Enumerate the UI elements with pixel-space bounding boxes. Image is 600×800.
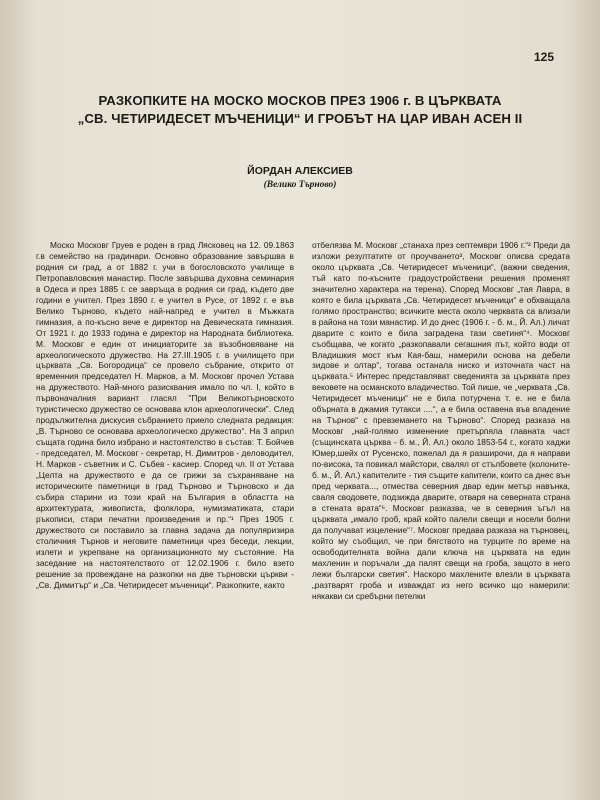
left-column-text: Моско Московг Груев е роден в град Лясковец на 12. 09.1863 г.в семейство на градинари. Основно образование завършва в родния си град, а от 1882 г. учи в богословското училище в Петропавловския манастир. После завършва духовна семинария в Одеса и през 1885 г. се завръща в родния си град, където две години е учител. През 1890 г. е учител в Русе, от 1892 г. е във Велико Търново, където най-напред е учител в Мъжката гимназия, а по-късно вече е директор на Девическата гимназия. От 1921 г. до 1933 година е директор на Народната библиотека. М. Московг е един от инициаторите за възобновяване на археологическото дружество. На 27.III.1905 г. в училището при църквата „Св. Богородица“ се провело събрание, открито от временния председател Н. Марков, а М. Московг прочел Устава на дружеството. Най-много разисквания имало по чл. I, който в първоначалния вариант гласял "При Великотърновското туристическо дружество се основава клон археологически". След продължителна дискусия събранието приело следната редакция: „В. Търново се основава археологическо дружество“. На 3 април същата година било избрано и настоятелство в състав: Т. Бойчев - председател, М. Московг - секретар, Н. Димитров - деловодител, Н. Марков - съветник и С. Събев - касиер. Според чл. II от Устава „Целта на дружеството е да се грижи за съхраняване на историческите паметници в град Търново и Търновско и да събира старини из този край на България в областта на архитектурата, живописта, фолклора, нумизматиката, стари ръкописи, стари печатни произведения и пр.“¹ През 1905 г. дружеството си поставило за главна задача да популяризира столичния Търнов и неговите паметници чрез беседи, лекции, излети и укрепване на организационното му състояние. На заседание на настоятелството от 12.02.1906 г. било взето решение за провеждане на разкопки на две търновски църкви - „Св. Димитър“ и „Св. Четиридесет мъченици“. Разкопките, както <box>36 240 294 590</box>
article-body <box>36 240 570 800</box>
author-affiliation: (Велико Търново) <box>263 180 337 190</box>
left-column <box>36 240 294 800</box>
page-number: 125 <box>533 50 554 64</box>
title-line-1: РАЗКОПКИТЕ НА МОСКО МОСКОВ ПРЕЗ 1906 г. В ЦЪРКВАТА <box>98 93 502 108</box>
author-name: ЙОРДАН АЛЕКСИЕВ <box>247 165 353 177</box>
article-title <box>40 92 560 128</box>
title-line-2: „СВ. ЧЕТИРИДЕСЕТ МЪЧЕНИЦИ“ И ГРОБЪТ НА ЦАР ИВАН АСЕН II <box>77 111 523 126</box>
right-column-text: отбелязва М. Московг „станаха през септември 1906 г.“² Преди да изложи резултатите от проучването³, Московг описва средата около църквата „Св. Четиридесет мъченици“, (важни сведения, тъй като по-късните градоустройствени решения променят значително характера на терена). Според Московг „тая Лавра, в която е била църквата „Св. Четиридесет мъченици“ е обхващала голямо пространство; всичките места около черквата са влизали в района на този манастир. И до днес (1906 г. - б. м., Й. Ал.) личат дварите с които е била заградена тази светиня“⁴. Московг съобщава, че когато „разкопавали сегашния път, който води от Владишкия мост към Кая-баш, намерили основа на дебели зидове и олтар“, тогава останала ниско и източната част на църквата.⁵ Интерес представляват сведенията за църквата през вековете на османското владичество. Той пише, че „черквата „Св. Четиридесет мъченици“ не е била потурчена т. е. не е била обърната в джамия тутакси ....“, а е била оставена във владение на Търнов“ с превземането на Търново“. Според разказа на Московг „най-голямо изменение претърпяла главната част (същинската църква - б. м., Й. Ал.) около 1853-54 г., когато хаджи Юмер,шейх от Русенско, пожелал да я разширочи, да я направи по-висока, та повикал майстори, свалял от стълбовете (колоните-б. м., Й. Ал.) капителите - тия същите капители, които са днес вън пред черквата..., отмества северния двар един метър навънка, сваля сводовете, подзижда дварите, отваря на северната страна в стената врата“⁶. Московг разказва, че в северния ъгъл на църквата „имало гроб, край който палели свещи и носели болни да получават изцеление“⁷. Московг предава разказа на търновец, който му съобщил, че при бягството на турците по време на освободителната война дали ключа на църквата на един махленин и поръчали „да палят свещи на гроба, защото в него лежи български светия“. Наскоро махлените влезли в църквата „разтварят гроба и изваждат из него всичко що намерили: някакви си сребърни петелки <box>312 240 571 601</box>
right-column <box>312 240 570 800</box>
